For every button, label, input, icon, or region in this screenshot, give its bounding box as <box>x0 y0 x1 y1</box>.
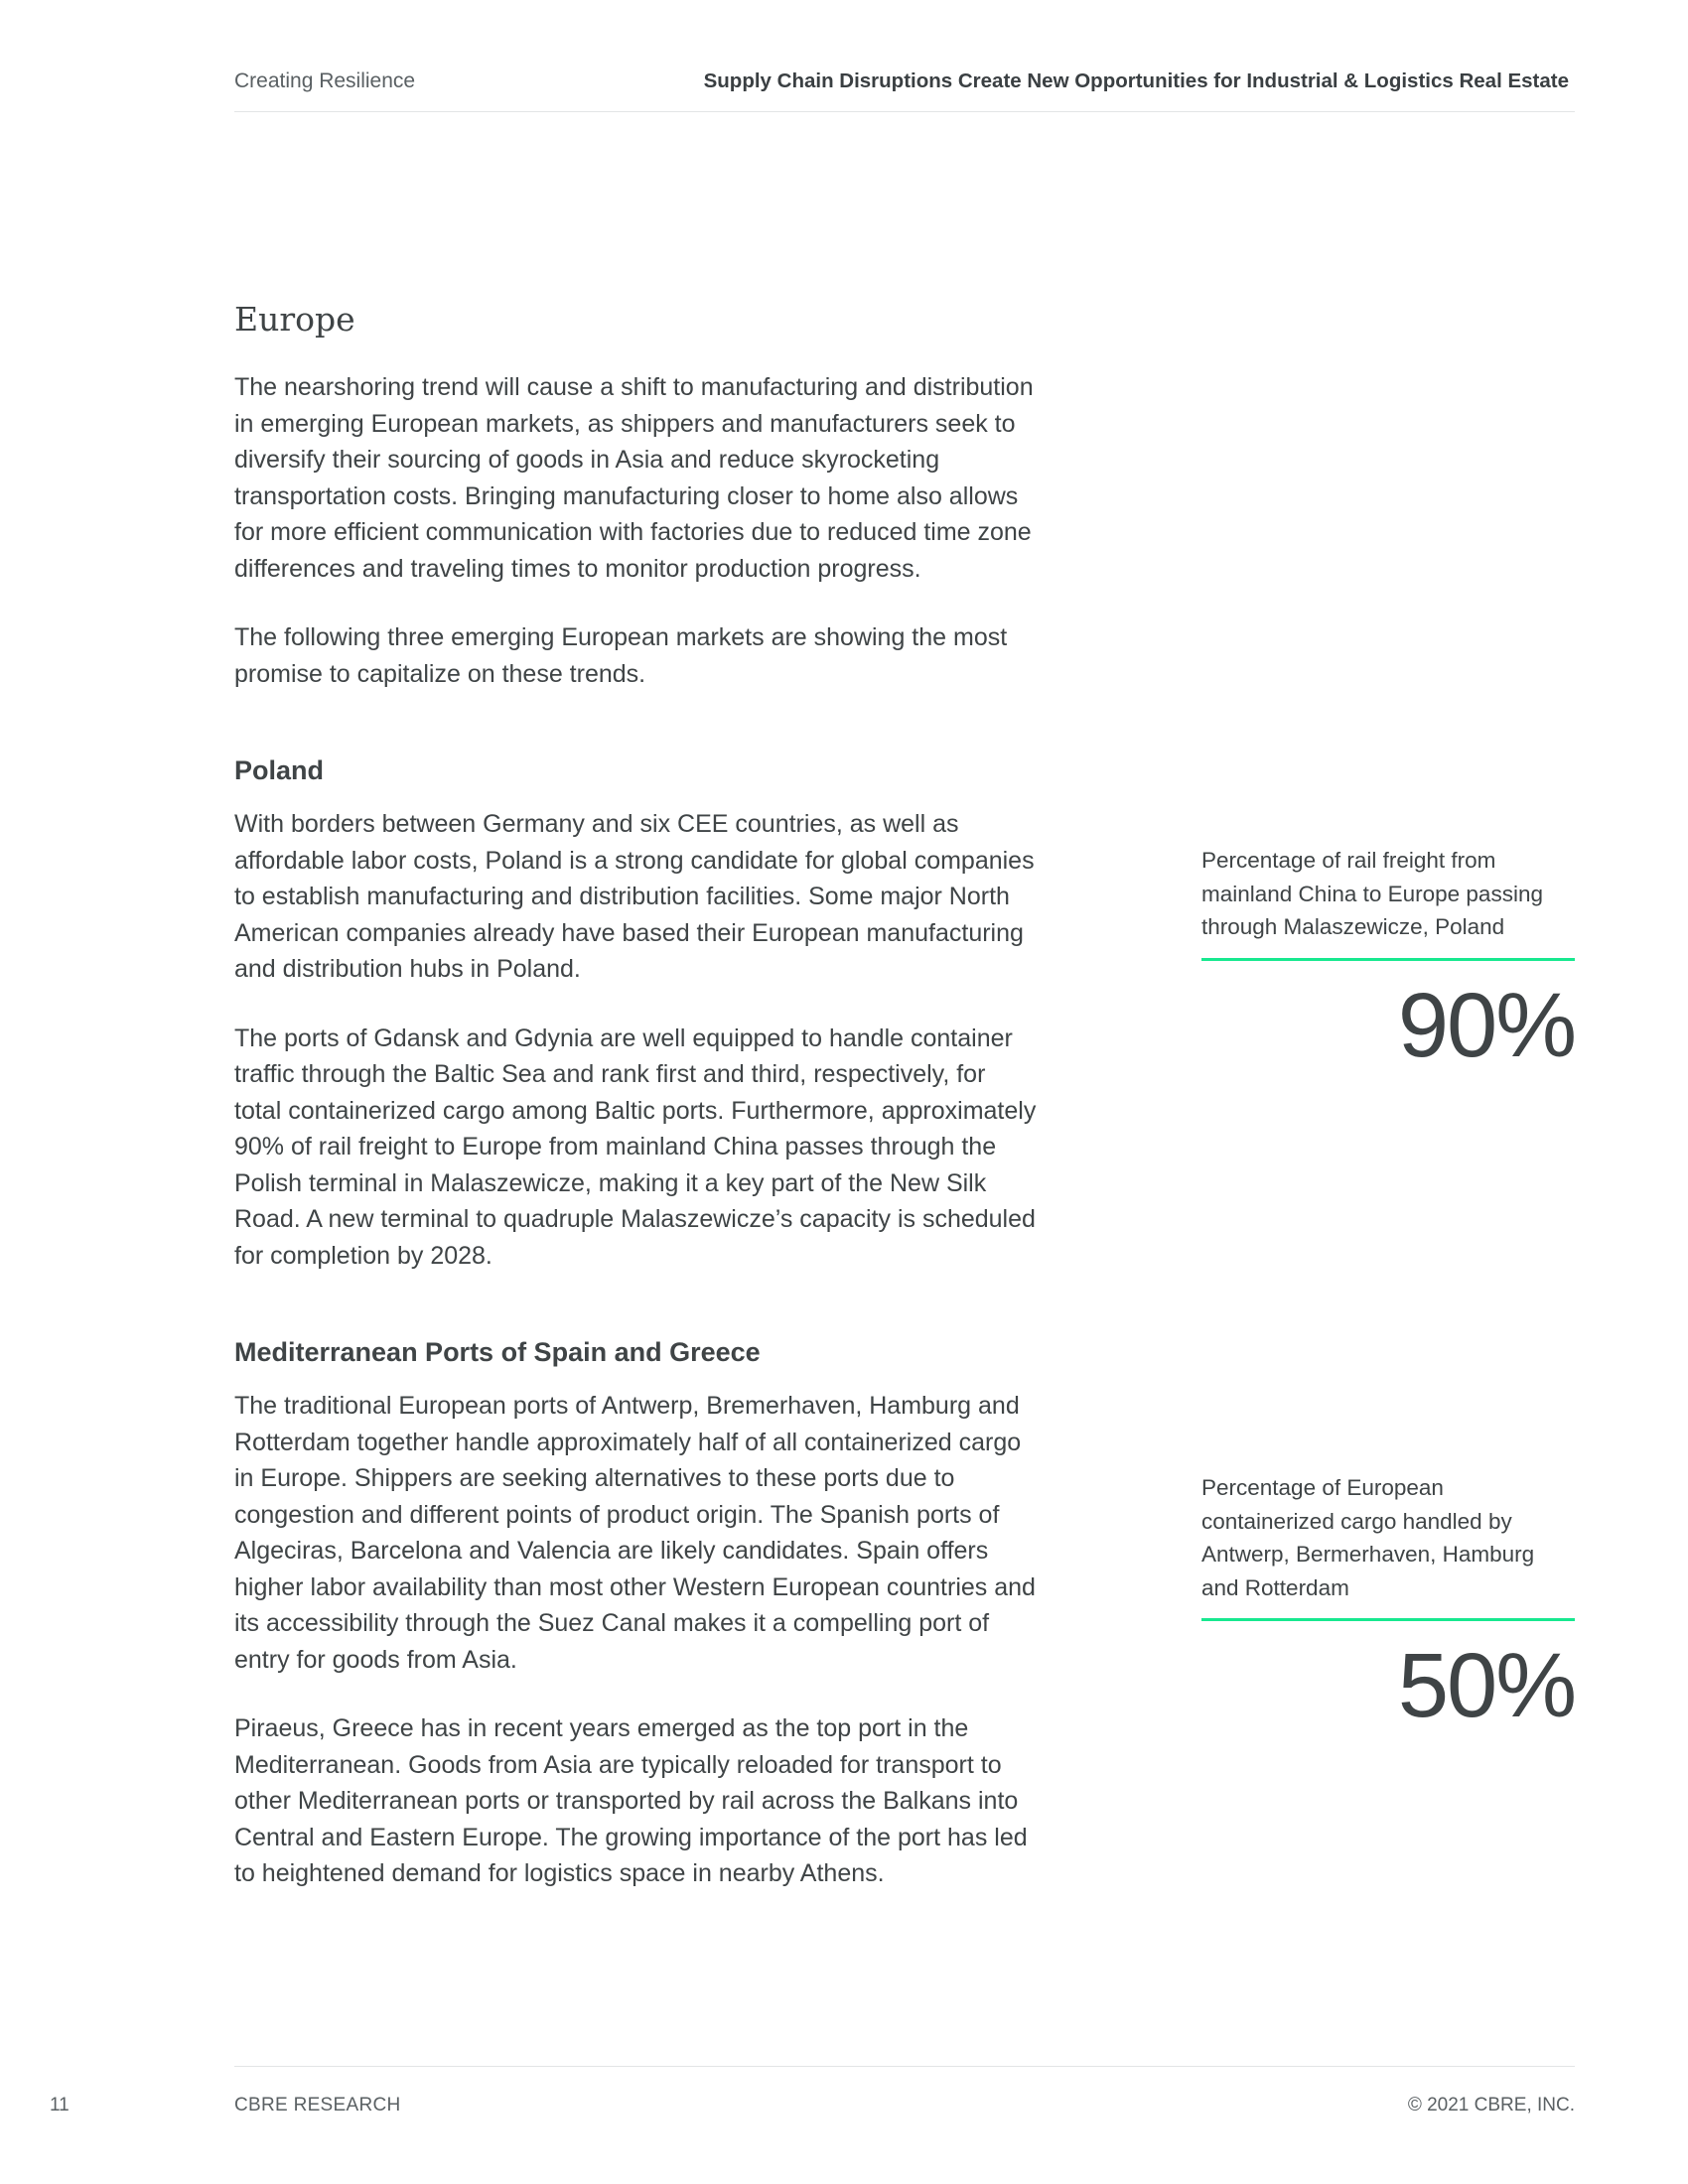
subheading-poland: Poland <box>234 755 325 785</box>
stat-label: Percentage of rail freight from mainland China to Europe passing through Malaszewicze, Poland <box>1201 844 1575 961</box>
header-section-label: Creating Resilience <box>234 69 416 92</box>
stat-value: 50% <box>1397 1635 1575 1736</box>
intro-paragraph: The following three emerging European markets are showing the most promise to capitalize on these trends. <box>234 623 1008 688</box>
footer-divider <box>234 2066 1575 2067</box>
page-number: 11 <box>50 2095 70 2116</box>
stat-value: 90% <box>1397 974 1575 1076</box>
stat-callout-poland <box>1201 844 1575 1090</box>
page-header <box>234 69 1575 112</box>
main-content <box>234 298 1039 1925</box>
poland-paragraph: With borders between Germany and six CEE countries, as well as affordable labor costs, Poland is a strong candidate for global companies to establish manufacturing and distribution facilities. Some major North American companies already have based their European manufacturing and distribution hubs in Poland. <box>234 810 1035 983</box>
section-heading-europe: Europe <box>234 300 355 339</box>
mediterranean-paragraph: The traditional European ports of Antwerp, Bremerhaven, Hamburg and Rotterdam together handle approximately half of all containerized cargo in Europe. Shippers are seeking alternatives to these ports due to congestion and different points of product origin. The Spanish ports of Algeciras, Barcelona and Valencia are likely candidates. Spain offers higher labor availability than most other Western European countries and its accessibility through the Suez Canal makes it a compelling port of entry for goods from Asia. <box>234 1392 1036 1674</box>
subheading-mediterranean: Mediterranean Ports of Spain and Greece <box>234 1337 761 1367</box>
stat-callout-european-ports <box>1201 1471 1575 1750</box>
footer-publisher: CBRE RESEARCH <box>234 2095 401 2116</box>
poland-paragraph: The ports of Gdansk and Gdynia are well equipped to handle container traffic through the Baltic Sea and rank first and third, respectively, for total containerized cargo among Baltic ports. Furthermore, approximately 90% of rail freight to Europe from mainland China passes through the Polish terminal in Malaszewicze, making it a key part of the New Silk Road. A new terminal to quadruple Malaszewicze’s capacity is scheduled for completion by 2028. <box>234 1024 1037 1270</box>
footer-copyright: © 2021 CBRE, INC. <box>1407 2095 1575 2116</box>
mediterranean-paragraph: Piraeus, Greece has in recent years emerged as the top port in the Mediterranean. Goods from Asia are typically reloaded for transport to other Mediterranean ports or transported by rail across the Balkans into Central and Eastern Europe. The growing importance of the port has led to heightened demand for logistics space in nearby Athens. <box>234 1714 1028 1887</box>
stat-label: Percentage of European containerized cargo handled by Antwerp, Bermerhaven, Hamburg and Rotterdam <box>1201 1471 1575 1621</box>
intro-paragraph: The nearshoring trend will cause a shift to manufacturing and distribution in emerging European markets, as shippers and manufacturers seek to diversify their sourcing of goods in Asia and reduce skyrocketing transportation costs. Bringing manufacturing closer to home also allows for more efficient communication with factories due to reduced time zone differences and traveling times to monitor production progress. <box>234 373 1034 583</box>
header-report-title: Supply Chain Disruptions Create New Opportunities for Industrial & Logistics Real Estate <box>703 69 1569 92</box>
